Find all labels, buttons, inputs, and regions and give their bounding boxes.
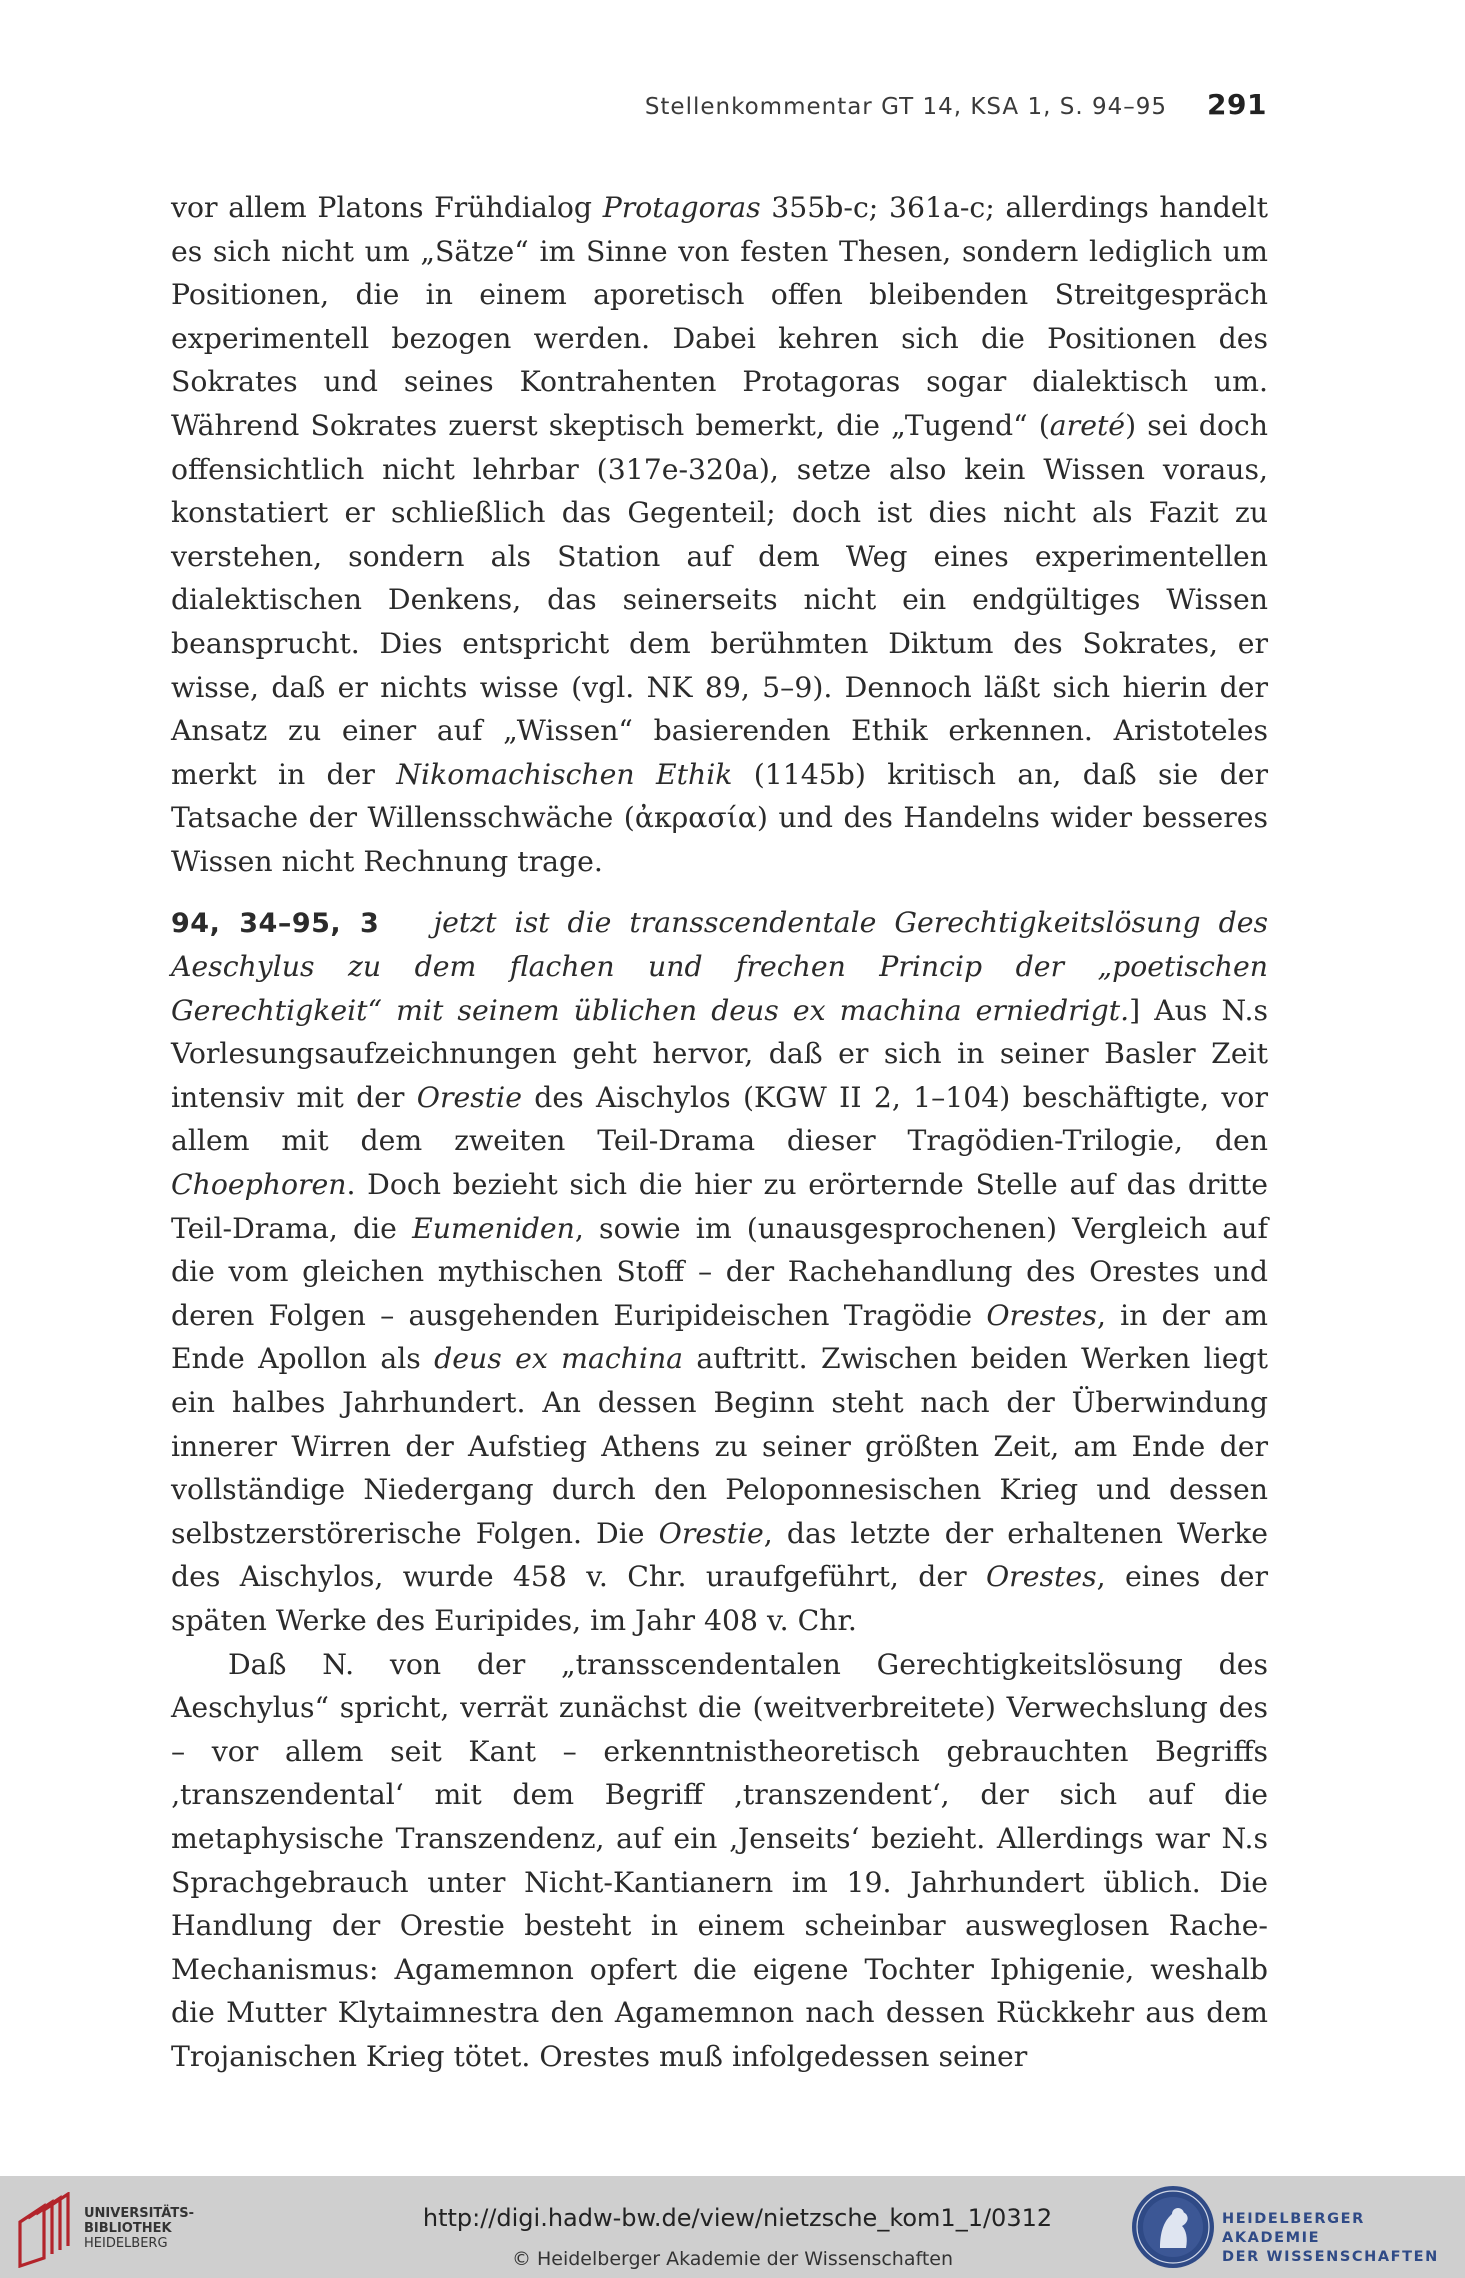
text-run: , das letzte der erhaltenen Werke des Aischylos, wurde 458 v. Chr. uraufgeführt, der — [171, 1516, 1268, 1594]
library-name-line: BIBLIOTHEK — [84, 2221, 172, 2236]
text-run: , eines der späten Werke des Euripides, im Jahr 408 v. Chr. — [171, 1560, 1268, 1637]
text-run: . Doch bezieht sich die hier zu erörternde Stelle auf das dritte Teil-Drama, die — [171, 1168, 1268, 1245]
italic-title: Orestie — [658, 1516, 764, 1550]
text-run: vor allem Platons Frühdialog — [171, 191, 603, 224]
paragraph-3 — [171, 1643, 1268, 2079]
academy-name-line: DER WISSENSCHAFTEN — [1222, 2249, 1439, 2265]
italic-title: Choephoren — [171, 1168, 347, 1202]
lemma-reference: 94, 34–95, 3 — [171, 907, 380, 939]
italic-title: Protagoras — [602, 191, 761, 224]
lemma-quote: jetzt ist die transscendentale Gerechtigkeitslösung des Aeschylus zu dem flachen und frechen Princip der „poetischen Gerechtigkeit“ mit seinem üblichen deus ex machina erniedrigt. — [171, 905, 1268, 1027]
paragraph-2 — [171, 901, 1268, 1643]
italic-title: Orestes — [986, 1298, 1097, 1332]
commentary-body — [171, 186, 1268, 2079]
italic-title: Orestes — [985, 1560, 1097, 1594]
italic-title: Nikomachischen Ethik — [396, 757, 733, 791]
library-name-line: UNIVERSITÄTS- — [84, 2206, 194, 2221]
copyright-notice: © Heidelberger Akademie der Wissenschaften — [511, 2248, 954, 2270]
text-run: ] Aus N.s Vorlesungsaufzeichnungen geht hervor, daß er sich in seiner Basler Zeit intensiv mit der — [171, 993, 1268, 1114]
italic-term: areté — [1049, 408, 1126, 442]
permalink-text[interactable]: http://digi.hadw-bw.de/view/nietzsche_kom1_1/0312 — [422, 2204, 1053, 2232]
text-run: , sowie im (unausgesprochenen) Vergleich auf die vom gleichen mythischen Stoff – der Rachehandlung des Orestes und deren Folgen – ausgehenden Euripideischen Tragödie — [171, 1211, 1269, 1332]
academy-seal-icon — [1130, 2184, 1216, 2270]
italic-title: Orestie — [416, 1080, 522, 1114]
text-run: ) sei doch offensichtlich nicht lehrbar (317e-320a), setze also kein Wissen voraus, konstatiert er schließlich das Gegenteil; doch ist dies nicht als Fazit zu verstehen, sondern als Station auf dem Weg eines experimentellen dialektischen Denkens, das seinerseits nicht ein endgültiges Wissen beansprucht. Dies entspricht dem berühmten Diktum des Sokrates, er wisse, daß er nichts wisse (vgl. NK 89, 5–9). Dennoch läßt sich hierin der Ansatz zu einer auf „Wissen“ basierenden Ethik erkennen. Aristoteles merkt in der — [171, 408, 1268, 791]
italic-title: Eumeniden — [412, 1211, 575, 1245]
academy-name-line: HEIDELBERGER AKADEMIE — [1222, 2211, 1365, 2246]
text-run: (1145b) kritisch an, daß sie der Tatsache der Willensschwäche (ἀκρασία) und des Handelns wider besseres Wissen nicht Rechnung trage. — [171, 757, 1268, 878]
text-run: , in der am Ende Apollon als — [171, 1298, 1268, 1376]
library-name-line: HEIDELBERG — [84, 2236, 168, 2251]
text-run: Daß N. von der „transscendentalen Gerechtigkeitslösung des Aeschylus“ spricht, verrät zunächst die (weitverbreitete) Verwechslung des – vor allem seit Kant – erkenntnistheoretisch gebrauchten Begriffs ‚transzendental‘ mit dem Begriff ‚transzendent‘, der sich auf die metaphysische Transzendenz, auf ein ‚Jenseits‘ bezieht. Allerdings war N.s Sprachgebrauch unter Nicht-Kantianern im 19. Jahrhundert üblich. Die Handlung der Orestie besteht in einem scheinbar ausweglosen Rache-Mechanismus: Agamemnon opfert die eigene Tochter Iphigenie, weshalb die Mutter Klytaimnestra den Agamemnon nach dessen Rückkehr aus dem Trojanischen Krieg tötet. Orestes muß infolgedessen seiner — [171, 1647, 1268, 2073]
page-number: 291 — [1207, 88, 1267, 121]
running-title: Stellenkommentar GT 14, KSA 1, S. 94–95 — [644, 94, 1167, 120]
academy-name — [1222, 2210, 1465, 2267]
paragraph-1 — [171, 186, 1268, 884]
text-run: 355b-c; 361a-c; allerdings handelt es sich nicht um „Sätze“ im Sinne von festen Thesen, sondern lediglich um Positionen, die in einem aporetisch offen bleibenden Streitgespräch experimentell bezogen werden. Dabei kehren sich die Positionen des Sokrates und seines Kontrahenten Protagoras sogar dialektisch um. Während Sokrates zuerst skeptisch bemerkt, die „Tugend“ ( — [171, 191, 1268, 442]
text-run: des Aischylos (KGW II 2, 1–104) beschäftigte, vor allem mit dem zweiten Teil-Drama dieser Tragödien-Trilogie, den — [171, 1080, 1268, 1158]
text-run: auftritt. Zwischen beiden Werken liegt ein halbes Jahrhundert. An dessen Beginn steht nach der Überwindung innerer Wirren der Aufstieg Athens zu seiner größten Zeit, am Ende der vollständige Niedergang durch den Peloponnesischen Krieg und dessen selbstzerstörerische Folgen. Die — [171, 1342, 1268, 1550]
italic-term: deus ex machina — [434, 1342, 684, 1376]
running-header — [172, 86, 1267, 126]
digitization-footer — [0, 2176, 1465, 2278]
